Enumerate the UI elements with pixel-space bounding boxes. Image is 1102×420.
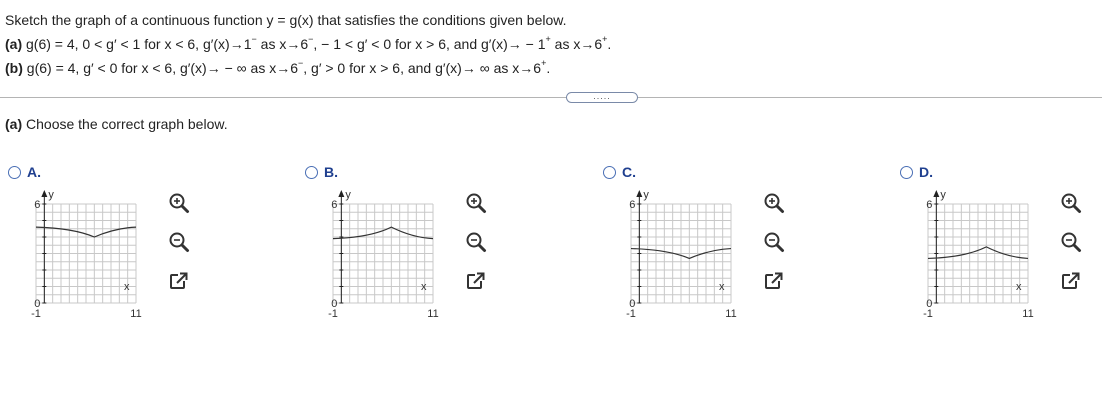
- problem-statement: [5, 8, 611, 80]
- graph-a: [8, 186, 158, 321]
- x-axis-label: x: [421, 281, 427, 293]
- zoom-out-icon[interactable]: [763, 231, 785, 253]
- option-letter: C.: [622, 164, 636, 180]
- x-axis-label: x: [1016, 281, 1022, 293]
- zoom-in-icon[interactable]: [763, 192, 785, 214]
- x-axis-label: x: [124, 281, 130, 293]
- graph-tools: [465, 192, 489, 309]
- y-min-label: 0: [926, 298, 933, 310]
- radio-button[interactable]: [305, 166, 318, 179]
- option-a-header[interactable]: [8, 164, 41, 180]
- radio-button[interactable]: [8, 166, 21, 179]
- zoom-in-icon[interactable]: [168, 192, 190, 214]
- y-min-label: 0: [331, 298, 338, 310]
- condition-a: (a) g(6) = 4, 0 < g′ < 1 for x < 6, g′(x)→1− as x→6−, − 1 < g′ < 0 for x > 6, and g′(x)→ − 1+ as x→6+.: [5, 34, 612, 52]
- option-letter: D.: [919, 164, 933, 180]
- problem-intro: Sketch the graph of a continuous function y = g(x) that satisfies the conditions given below.: [5, 12, 567, 28]
- zoom-in-icon[interactable]: [1060, 192, 1082, 214]
- graph-tools: [168, 192, 192, 309]
- condition-b: (b) g(6) = 4, g′ < 0 for x < 6, g′(x)→ − ∞ as x→6−, g′ > 0 for x > 6, and g′(x)→ ∞ as x→6+.: [5, 58, 551, 76]
- x-max-label: 11: [1022, 308, 1034, 320]
- y-axis-label: y: [48, 189, 54, 201]
- zoom-in-icon[interactable]: [465, 192, 487, 214]
- option-c[interactable]: [603, 160, 803, 330]
- graph-tools: [1060, 192, 1084, 309]
- option-letter: B.: [324, 164, 338, 180]
- expand-button[interactable]: .....: [566, 92, 638, 103]
- y-axis-label: y: [345, 189, 351, 201]
- graph-tools: [763, 192, 787, 309]
- x-max-label: 11: [427, 308, 439, 320]
- popout-icon[interactable]: [168, 270, 190, 292]
- option-letter: A.: [27, 164, 41, 180]
- radio-button[interactable]: [603, 166, 616, 179]
- y-axis-arrow: [933, 190, 939, 197]
- y-axis-arrow: [41, 190, 47, 197]
- option-d[interactable]: [900, 160, 1100, 330]
- popout-icon[interactable]: [465, 270, 487, 292]
- y-max-label: 6: [331, 199, 338, 211]
- popout-icon[interactable]: [763, 270, 785, 292]
- part-a-prompt: (a) Choose the correct graph below.: [5, 116, 228, 132]
- y-min-label: 0: [34, 298, 41, 310]
- radio-button[interactable]: [900, 166, 913, 179]
- x-min-label: -1: [328, 308, 338, 320]
- option-d-header[interactable]: [900, 164, 933, 180]
- option-a[interactable]: [8, 160, 208, 330]
- zoom-out-icon[interactable]: [1060, 231, 1082, 253]
- graph-c: [603, 186, 753, 321]
- option-b[interactable]: [305, 160, 505, 330]
- x-min-label: -1: [626, 308, 636, 320]
- y-axis-label: y: [643, 189, 649, 201]
- x-max-label: 11: [130, 308, 142, 320]
- zoom-out-icon[interactable]: [168, 231, 190, 253]
- y-max-label: 6: [34, 199, 41, 211]
- section-divider: [0, 97, 1102, 98]
- y-max-label: 6: [926, 199, 933, 211]
- y-min-label: 0: [629, 298, 636, 310]
- y-axis-label: y: [940, 189, 946, 201]
- y-max-label: 6: [629, 199, 636, 211]
- y-axis-arrow: [338, 190, 344, 197]
- y-axis-arrow: [636, 190, 642, 197]
- zoom-out-icon[interactable]: [465, 231, 487, 253]
- option-c-header[interactable]: [603, 164, 636, 180]
- graph-b: [305, 186, 455, 321]
- graph-d: [900, 186, 1050, 321]
- x-min-label: -1: [923, 308, 933, 320]
- x-max-label: 11: [725, 308, 737, 320]
- x-min-label: -1: [31, 308, 41, 320]
- option-b-header[interactable]: [305, 164, 338, 180]
- popout-icon[interactable]: [1060, 270, 1082, 292]
- x-axis-label: x: [719, 281, 725, 293]
